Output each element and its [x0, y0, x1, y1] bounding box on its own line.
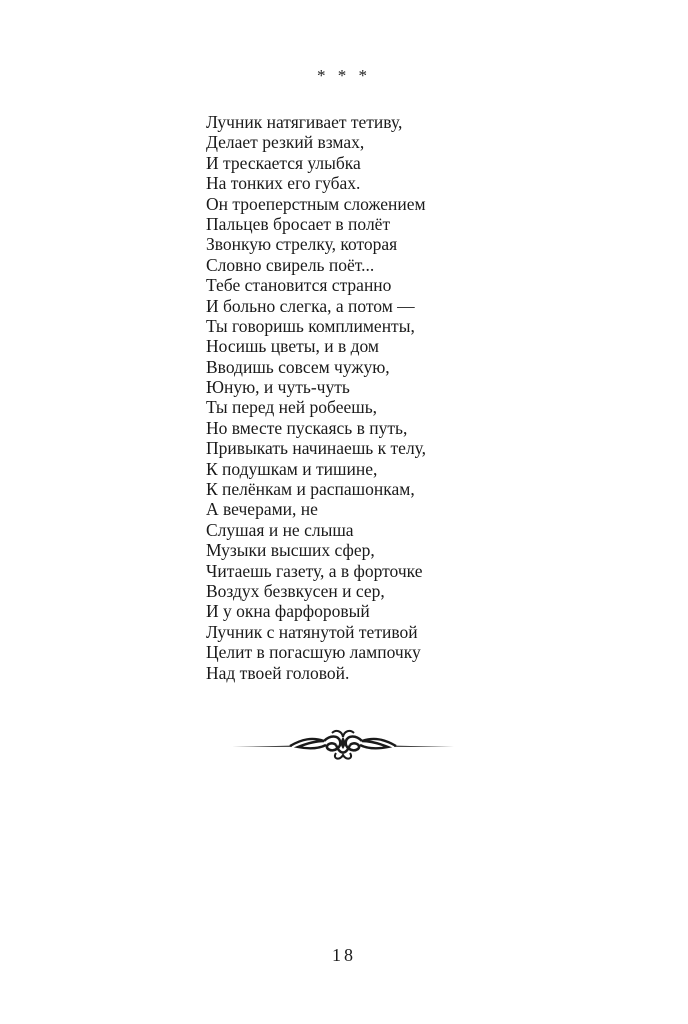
decorative-vignette	[232, 727, 454, 761]
poem-line: Над твоей головой.	[206, 662, 350, 683]
poem-line: К подушкам и тишине,	[206, 458, 378, 479]
poem-line: Ты говоришь комплименты,	[206, 315, 415, 336]
poem-line: Он троеперстным сложением	[206, 193, 426, 214]
poem-line: Лучник натягивает тетиву,	[206, 112, 403, 132]
poem-line: Звонкую стрелку, которая	[206, 234, 398, 255]
poem-line: Воздух безвкусен и сер,	[206, 580, 385, 601]
poem-line: Ты перед ней робеешь,	[206, 397, 378, 418]
poem-line: На тонких его губах.	[206, 173, 361, 194]
page-number: 18	[332, 945, 356, 965]
poem-line: Музыки высших сфер,	[206, 540, 375, 561]
poem-line: И больно слегка, а потом —	[206, 295, 415, 316]
poem-line: Читаешь газету, а в форточке	[206, 560, 423, 581]
poem-line: И трескается улыбка	[206, 152, 361, 173]
section-separator-asterisks: * * *	[317, 66, 371, 85]
poem-line: Вводишь совсем чужую,	[206, 356, 390, 377]
poem-line: Но вместе пускаясь в путь,	[206, 417, 408, 438]
poem-line: А вечерами, не	[206, 499, 318, 520]
poem-text	[206, 112, 426, 683]
poem-line: К пелёнкам и распашонкам,	[206, 479, 415, 500]
poem-line: Тебе становится странно	[206, 275, 392, 296]
poem-line: И у окна фарфоровый	[206, 601, 370, 622]
poem-line: Делает резкий взмах,	[206, 132, 365, 153]
poem-line: Лучник с натянутой тетивой	[206, 621, 418, 642]
poem-line: Носишь цветы, и в дом	[206, 336, 380, 357]
poem-line: Словно свирель поёт...	[206, 254, 375, 275]
poem-line: Пальцев бросает в полёт	[206, 213, 391, 234]
poem-line: Юную, и чуть-чуть	[206, 377, 350, 398]
poem-line: Целит в погасшую лампочку	[206, 642, 421, 663]
poem-line: Слушая и не слыша	[206, 519, 354, 540]
poem-line: Привыкать начинаешь к телу,	[206, 438, 427, 459]
